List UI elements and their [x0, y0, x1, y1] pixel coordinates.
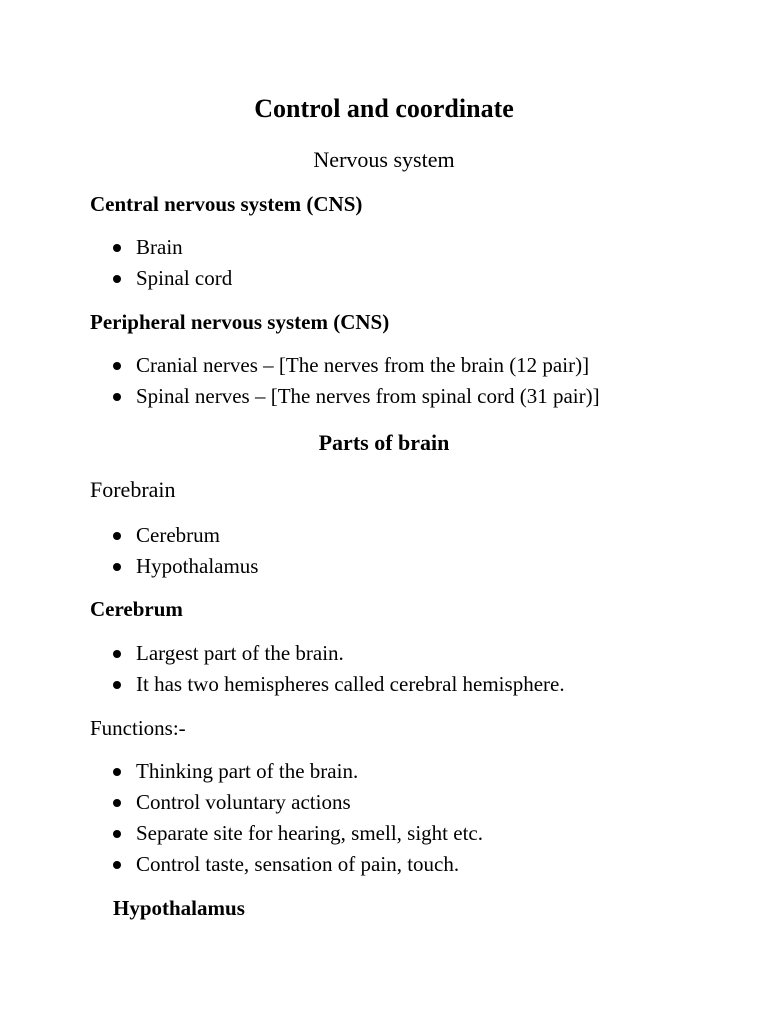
pns-list	[136, 350, 600, 412]
list-item	[136, 350, 600, 381]
list-item	[136, 638, 565, 669]
functions-label: Functions:-	[90, 716, 186, 740]
bullet-icon	[113, 681, 121, 689]
parts-of-brain-heading: Parts of brain	[318, 430, 450, 455]
list-item	[136, 756, 483, 787]
bullet-icon	[113, 650, 121, 658]
bullet-icon	[113, 362, 121, 370]
cerebrum-heading: Cerebrum	[90, 597, 183, 621]
pns-heading: Peripheral nervous system (CNS)	[90, 310, 390, 334]
document-title: Control and coordinate	[254, 94, 514, 123]
list-item	[136, 551, 258, 582]
bullet-icon	[113, 861, 121, 869]
hypothalamus-heading: Hypothalamus	[113, 896, 245, 920]
bullet-icon	[113, 244, 121, 252]
list-item-text: Spinal nerves – [The nerves from spinal cord (31 pair)]	[136, 384, 600, 408]
list-item	[136, 669, 565, 700]
list-item-text: Brain	[136, 235, 183, 259]
list-item-text: Hypothalamus	[136, 554, 259, 578]
bullet-icon	[113, 393, 121, 401]
list-item-text: Cranial nerves – [The nerves from the brain (12 pair)]	[136, 353, 590, 377]
bullet-icon	[113, 532, 121, 540]
list-item-text: Spinal cord	[136, 266, 233, 290]
list-item	[136, 232, 232, 263]
list-item-text: Thinking part of the brain.	[136, 759, 359, 783]
list-item-text: Control voluntary actions	[136, 790, 351, 814]
list-item-text: Separate site for hearing, smell, sight etc.	[136, 821, 483, 845]
list-item-text: Largest part of the brain.	[136, 641, 344, 665]
list-item	[136, 787, 483, 818]
list-item-text: Cerebrum	[136, 523, 220, 547]
list-item-text: It has two hemispheres called cerebral hemisphere.	[136, 672, 565, 696]
bullet-icon	[113, 275, 121, 283]
bullet-icon	[113, 563, 121, 571]
cns-heading: Central nervous system (CNS)	[90, 192, 363, 216]
forebrain-heading: Forebrain	[90, 477, 176, 502]
bullet-icon	[113, 799, 121, 807]
cns-list	[136, 232, 232, 294]
list-item	[136, 263, 232, 294]
list-item-text: Control taste, sensation of pain, touch.	[136, 852, 460, 876]
cerebrum-list	[136, 638, 565, 700]
forebrain-list	[136, 520, 258, 582]
list-item	[136, 849, 483, 880]
list-item	[136, 520, 258, 551]
document-subtitle: Nervous system	[313, 147, 455, 172]
list-item	[136, 381, 600, 412]
list-item	[136, 818, 483, 849]
bullet-icon	[113, 768, 121, 776]
functions-list	[136, 756, 483, 880]
bullet-icon	[113, 830, 121, 838]
